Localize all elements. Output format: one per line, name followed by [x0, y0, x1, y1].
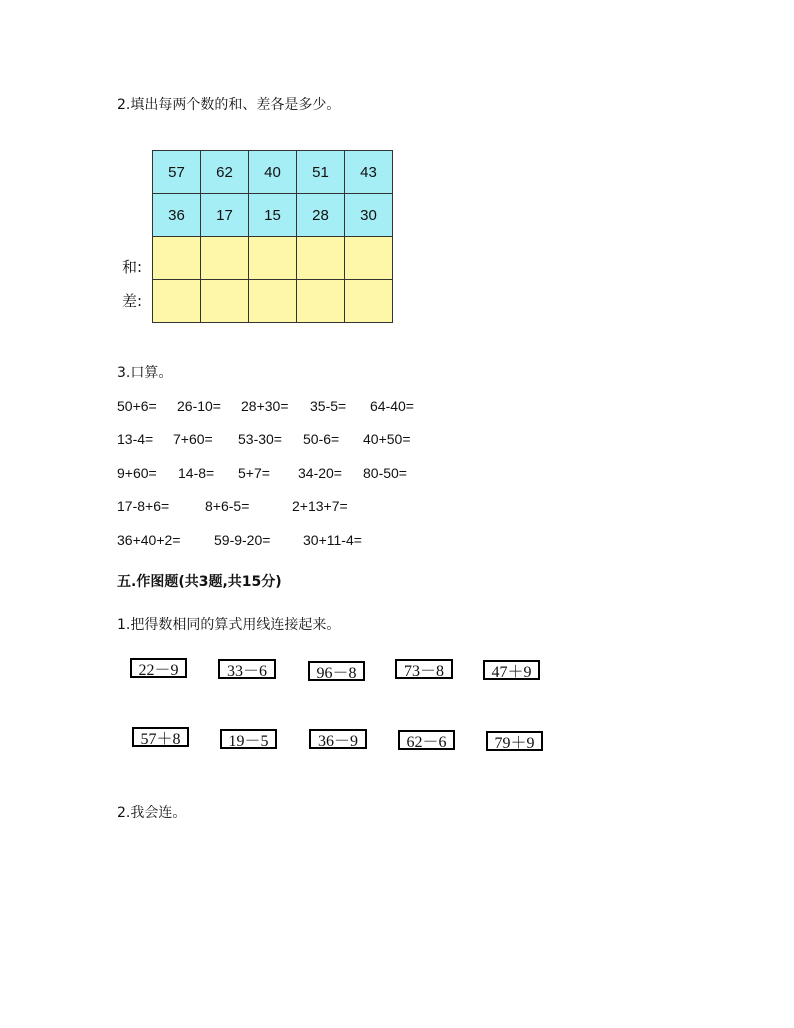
mental-math-item: 36+40+2=: [117, 532, 181, 548]
mental-math-item: 5+7=: [238, 465, 270, 481]
expression-box-top[interactable]: 33－6: [218, 659, 276, 679]
diff-answer-cell[interactable]: [201, 280, 249, 323]
diff-answer-cell[interactable]: [345, 280, 393, 323]
diff-answer-cell[interactable]: [249, 280, 297, 323]
mental-math-item: 14-8=: [178, 465, 215, 481]
mental-math-item: 64-40=: [370, 398, 414, 414]
table-cell: 57: [153, 151, 201, 194]
mental-math-item: 9+60=: [117, 465, 157, 481]
mental-math-item: 35-5=: [310, 398, 347, 414]
mental-math-item: 28+30=: [241, 398, 289, 414]
mental-math-item: 30+11-4=: [303, 532, 362, 548]
q2-title: 2.填出每两个数的和、差各是多少。: [117, 97, 341, 113]
expression-box-top[interactable]: 22－9: [130, 658, 187, 678]
table-cell: 15: [249, 194, 297, 237]
expression-box-bottom[interactable]: 62－6: [398, 730, 455, 750]
sum-row-label: 和:: [122, 258, 143, 276]
mental-math-item: 2+13+7=: [292, 498, 348, 514]
table-cell: 28: [297, 194, 345, 237]
mental-math-item: 26-10=: [177, 398, 221, 414]
mental-math-item: 34-20=: [298, 465, 342, 481]
table-row-diff-answers: [153, 280, 393, 323]
expression-box-top[interactable]: 47＋9: [483, 660, 540, 680]
table-cell: 30: [345, 194, 393, 237]
expression-box-bottom[interactable]: 79＋9: [486, 731, 543, 751]
expression-box-top[interactable]: 73－8: [395, 659, 453, 679]
sum-answer-cell[interactable]: [345, 237, 393, 280]
draw-q1-title: 1.把得数相同的算式用线连接起来。: [117, 617, 341, 633]
draw-q2-title: 2.我会连。: [117, 805, 187, 821]
mental-math-item: 80-50=: [363, 465, 407, 481]
mental-math-item: 59-9-20=: [214, 532, 271, 548]
expression-box-bottom[interactable]: 57＋8: [132, 727, 189, 747]
expression-box-top[interactable]: 96－8: [308, 661, 365, 681]
sum-answer-cell[interactable]: [249, 237, 297, 280]
table-row-top-numbers: [153, 151, 393, 194]
sum-answer-cell[interactable]: [153, 237, 201, 280]
diff-row-label: 差:: [122, 292, 143, 310]
mental-math-item: 7+60=: [173, 431, 213, 447]
sum-answer-cell[interactable]: [201, 237, 249, 280]
table-cell: 36: [153, 194, 201, 237]
mental-math-item: 13-4=: [117, 431, 154, 447]
sum-answer-cell[interactable]: [297, 237, 345, 280]
mental-math-item: 50+6=: [117, 398, 157, 414]
mental-math-item: 17-8+6=: [117, 498, 170, 514]
mental-math-item: 8+6-5=: [205, 498, 250, 514]
expression-box-bottom[interactable]: 19－5: [220, 729, 277, 749]
table-cell: 43: [345, 151, 393, 194]
q3-title: 3.口算。: [117, 365, 173, 381]
table-cell: 62: [201, 151, 249, 194]
table-cell: 40: [249, 151, 297, 194]
table-cell: 17: [201, 194, 249, 237]
section-title: 五.作图题(共3题,共15分): [117, 574, 282, 590]
diff-answer-cell[interactable]: [153, 280, 201, 323]
sum-diff-table: [152, 150, 393, 323]
table-row-bottom-numbers: [153, 194, 393, 237]
table-cell: 51: [297, 151, 345, 194]
diff-answer-cell[interactable]: [297, 280, 345, 323]
mental-math-item: 53-30=: [238, 431, 282, 447]
mental-math-item: 50-6=: [303, 431, 340, 447]
mental-math-item: 40+50=: [363, 431, 411, 447]
expression-box-bottom[interactable]: 36－9: [309, 729, 367, 749]
table-row-sum-answers: [153, 237, 393, 280]
